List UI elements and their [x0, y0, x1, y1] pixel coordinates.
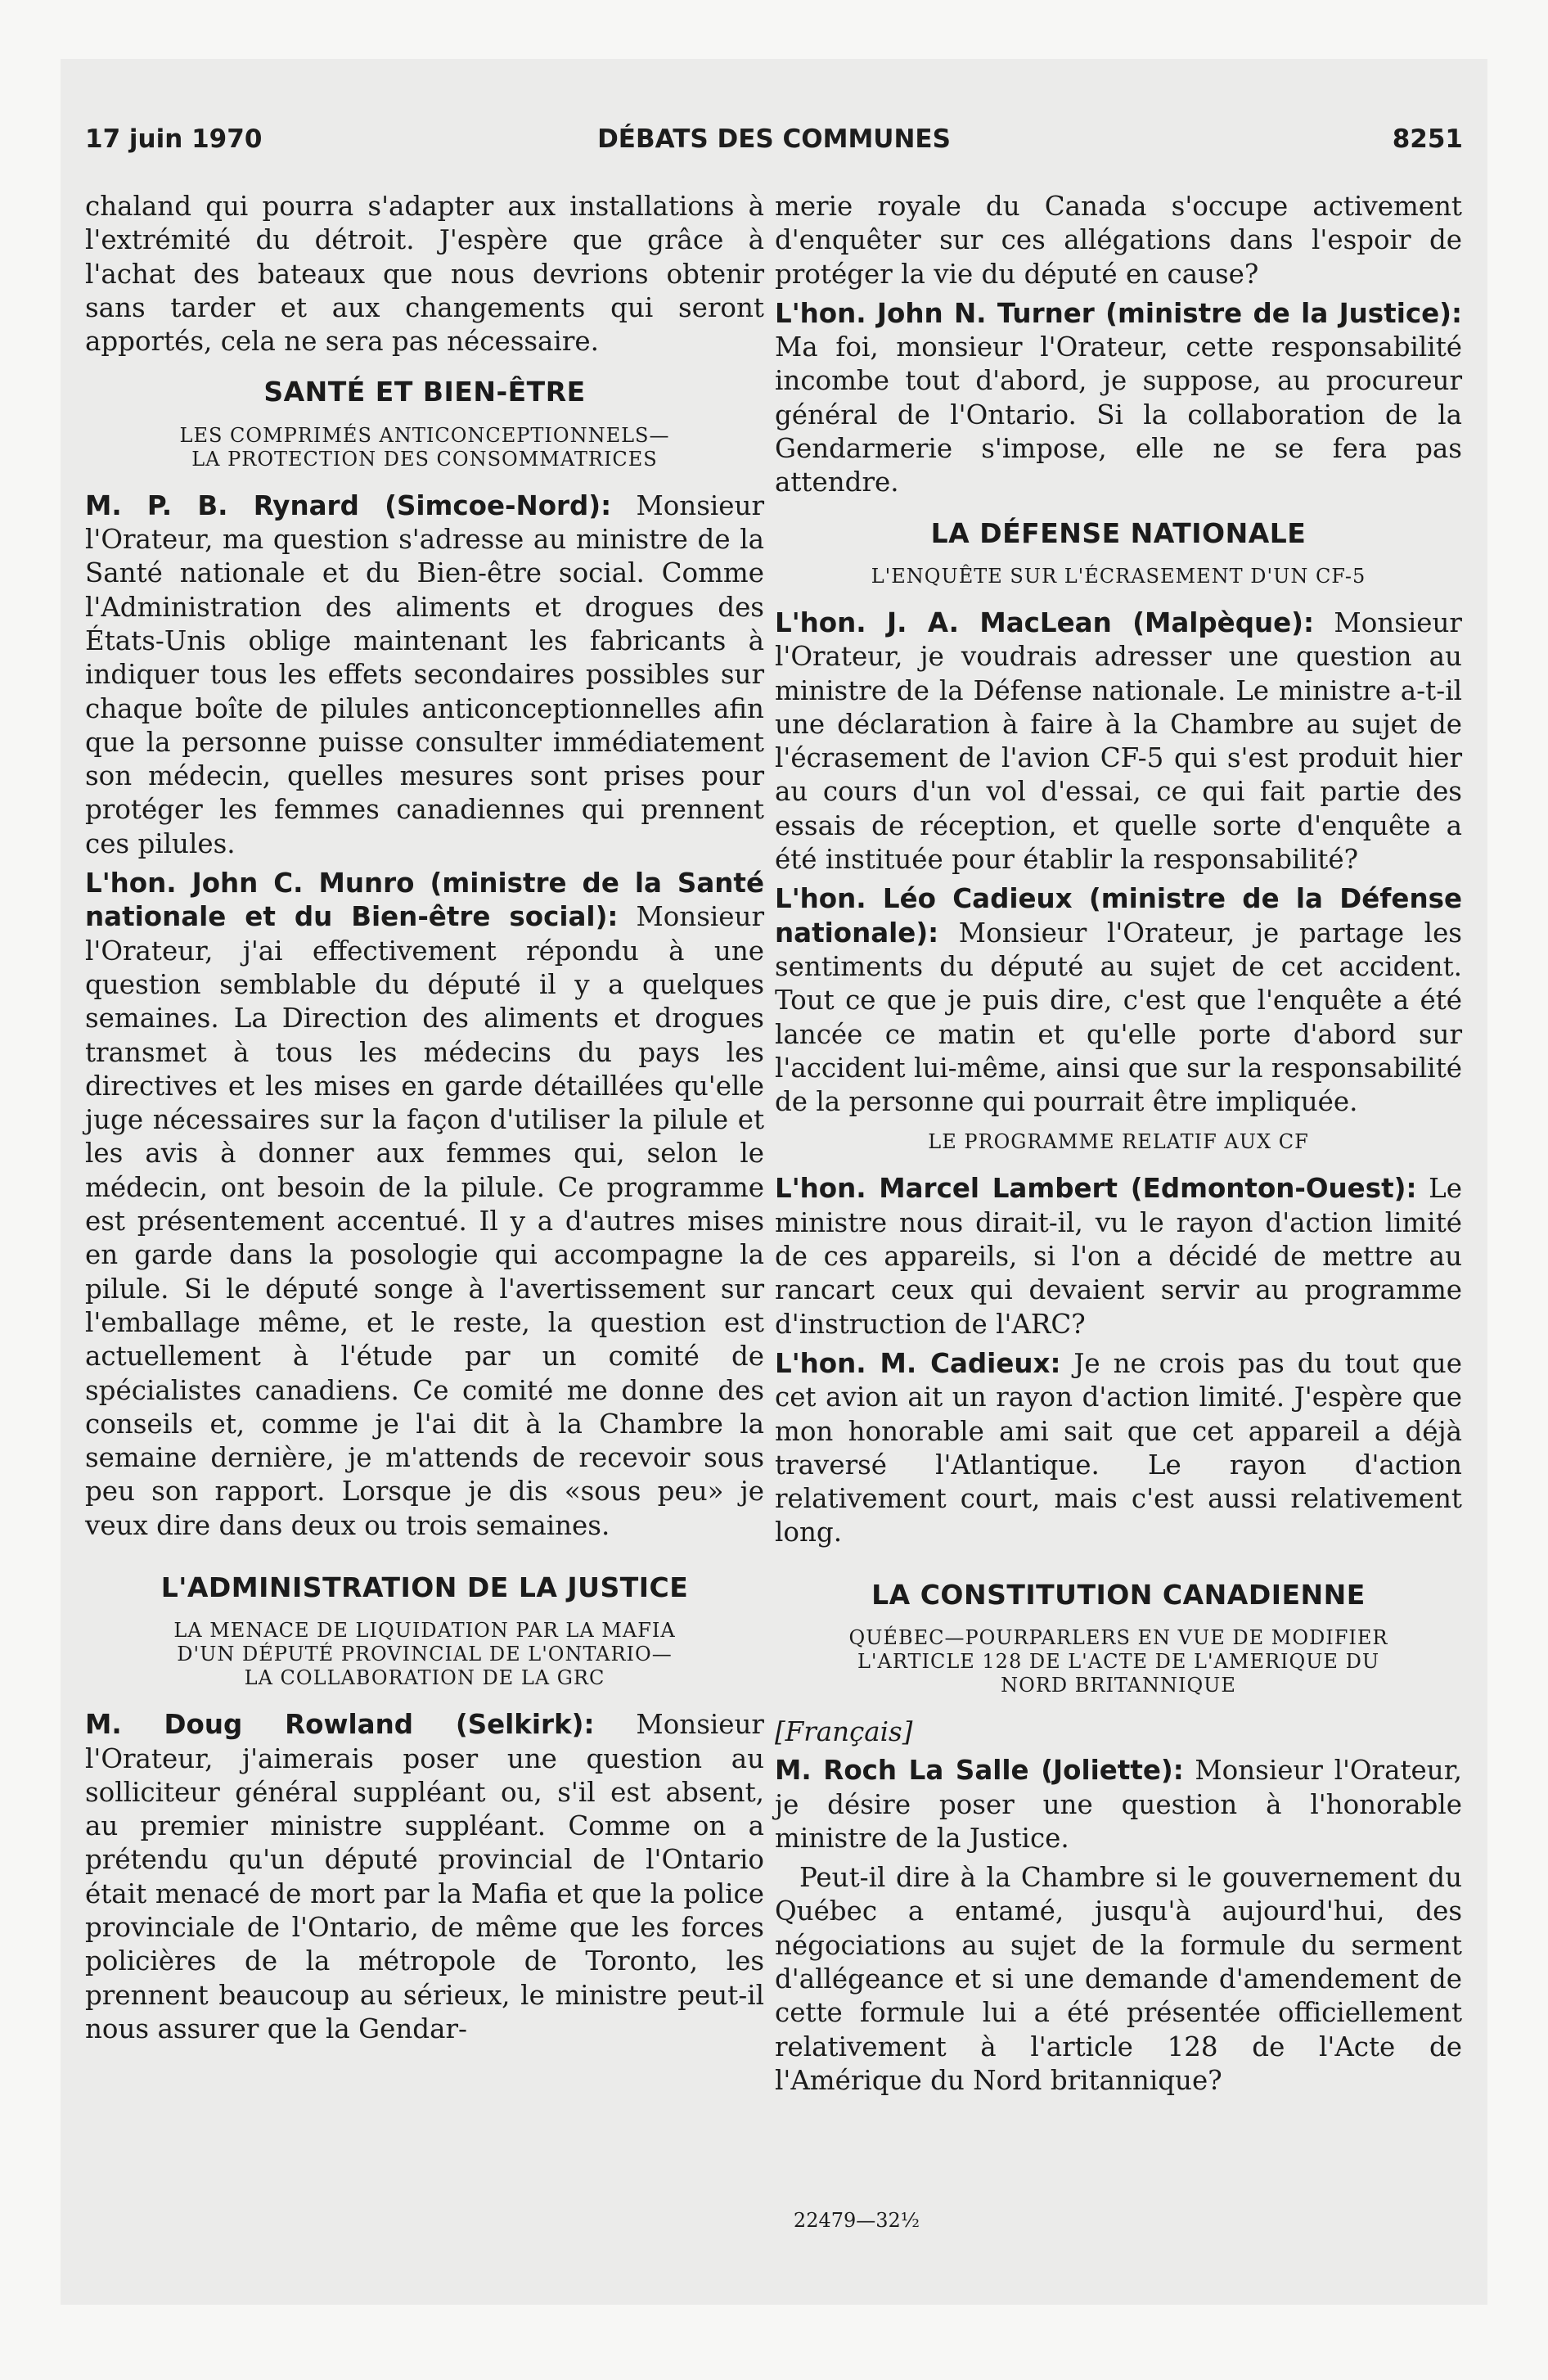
speech-text: Monsieur l'Orateur, ma question s'adresse au ministre de la Santé nationale et du Bien-être social. Comme l'Administration des aliments et drogues des États-Unis oblige maintenant les fabricants à indiquer tous les effets secondaires possibles sur chaque boîte de pilules anticonceptionnelles afin que la personne puisse consulter immédiatement son médecin, quelles mesures sont prises pour protéger les femmes canadiennes qui prennent ces pilules. — [85, 489, 764, 859]
subtitle-line: NORD BRITANNIQUE — [1001, 1673, 1236, 1697]
speech-text: Ma foi, monsieur l'Orateur, cette responsabilité incombe tout d'abord, je suppose, au procureur général de l'Ontario. Si la collaboration de la Gendarmerie s'impose, elle ne se fera pas attendre. — [775, 331, 1462, 498]
speaker-name: L'hon. J. A. MacLean (Malpèque): — [775, 606, 1314, 638]
section-subtitle — [775, 1626, 1462, 1697]
section-title-defense: LA DÉFENSE NATIONALE — [930, 516, 1307, 549]
section-title-justice: L'ADMINISTRATION DE LA JUSTICE — [160, 1571, 689, 1603]
section-title-sante: SANTÉ ET BIEN-ÊTRE — [263, 376, 586, 408]
subtitle-line: LES COMPRIMÉS ANTICONCEPTIONNELS— — [179, 423, 670, 447]
section-subtitle — [775, 1130, 1462, 1154]
speech-text: Je ne crois pas du tout que cet avion ait un rayon d'action limité. J'espère que mon honorable ami sait que cet appareil a déjà traversé l'Atlantique. Le rayon d'action relativement court, mais c'est aussi relativement long. — [775, 1347, 1462, 1548]
section-subtitle — [85, 1619, 764, 1690]
speech-lasalle — [775, 1754, 1462, 1855]
section-subtitle — [775, 565, 1462, 588]
speaker-name: M. P. B. Rynard (Simcoe-Nord): — [85, 489, 612, 521]
speaker-name: L'hon. John C. Munro (ministre de la Santé nationale et du Bien-être social): — [85, 868, 764, 933]
page-number: 8251 — [1392, 124, 1463, 154]
speech-text: Monsieur l'Orateur, je partage les sentiments du député au sujet de cet accident. Tout ce que je puis dire, c'est que l'enquête a été lancée ce matin et qu'elle porte d'abord sur l'accident lui-même, ainsi que sur la responsabilité de la personne qui pourrait être impliquée. — [775, 917, 1462, 1118]
subtitle-line: LA PROTECTION DES CONSOMMATRICES — [191, 447, 658, 471]
speech-text: Monsieur l'Orateur, j'ai effectivement répondu à une question semblable du député il y a quelques semaines. La Direction des aliments et drogues transmet à tous les médecins du pays les directives et les mises en garde détaillées qu'elle juge nécessaires sur la façon d'utiliser la pilule et les avis à donner aux femmes qui, selon le médecin, ont besoin de la pilule. Ce programme est présentement accentué. Il y a d'autres mises en garde dans la posologie qui accompagne la pilule. Si le député songe à l'avertissement sur l'emballage même, et le reste, la question est actuellement à l'étude par un comité de spécialistes canadiens. Ce comité me donne des conseils et, comme je l'ai dit à la Chambre la semaine dernière, je m'attends de recevoir sous peu son rapport. Lorsque je dis «sous peu» je veux dire dans deux ou trois semaines. — [85, 901, 764, 1541]
speech-text: Monsieur l'Orateur, je désire poser une question à l'honorable ministre de la Justice. — [775, 1755, 1462, 1854]
paragraph: merie royale du Canada s'occupe activement d'enquêter sur ces allégations dans l'espoir de protéger la vie du député en cause? — [775, 191, 1462, 290]
page — [61, 59, 1487, 2305]
right-column — [775, 190, 1462, 2103]
speech-turner — [775, 297, 1462, 500]
speech-text: Monsieur l'Orateur, je voudrais adresser une question au ministre de la Défense nationale. Le ministre a-t-il une déclaration à faire à la Chambre au sujet de l'écrasement de l'avion CF-5 qui s'est produit hier au cours d'un vol d'essai, ce qui fait partie des essais de réception, et quelle sorte d'enquête a été instituée pour établir la responsabilité? — [775, 606, 1462, 876]
footer-signature: 22479—32½ — [793, 2209, 920, 2232]
section-title-constitution: LA CONSTITUTION CANADIENNE — [871, 1578, 1366, 1611]
speech-lambert — [775, 1172, 1462, 1341]
speech-cadieux-2 — [775, 1347, 1462, 1550]
speech-rynard — [85, 489, 764, 861]
speech-cadieux — [775, 882, 1462, 1119]
left-column — [85, 190, 764, 2052]
subtitle-line: LE PROGRAMME RELATIF AUX CF — [928, 1130, 1309, 1154]
subtitle-line: L'ENQUÊTE SUR L'ÉCRASEMENT D'UN CF-5 — [871, 564, 1366, 588]
speaker-name: M. Doug Rowland (Selkirk): — [85, 1709, 595, 1741]
speaker-name: L'hon. Léo Cadieux (ministre de la Défense nationale): — [775, 883, 1462, 949]
speaker-name: L'hon. John N. Turner (ministre de la Justice): — [775, 297, 1462, 329]
paragraph: chaland qui pourra s'adapter aux installations à l'extrémité du détroit. J'espère que grâce à l'achat des bateaux que nous devrions obtenir sans tarder et aux changements qui seront apportés, cela ne sera pas nécessaire. — [85, 191, 764, 358]
header-title: DÉBATS DES COMMUNES — [597, 124, 951, 154]
speech-text: Le ministre nous dirait-il, vu le rayon d'action limité de ces appareils, si l'on a décidé de mettre au rancart ceux qui devaient servir au programme d'instruction de l'ARC? — [775, 1173, 1462, 1340]
language-note: [Français] — [775, 1715, 913, 1747]
subtitle-line: D'UN DÉPUTÉ PROVINCIAL DE L'ONTARIO— — [177, 1643, 673, 1666]
speech-text: Monsieur l'Orateur, j'aimerais poser une question au solliciteur général suppléant ou, s'il est absent, au premier ministre suppléant. Comme on a prétendu qu'un député provincial de l'Ontario était menacé de mort par la Mafia et que la police provinciale de l'Ontario, de même que les forces policières de la métropole de Toronto, les prennent beaucoup au sérieux, le ministre peut-il nous assurer que la Gendar- — [85, 1709, 764, 2044]
speech-munro — [85, 867, 764, 1543]
speaker-name: L'hon. Marcel Lambert (Edmonton-Ouest): — [775, 1173, 1417, 1205]
subtitle-line: L'ARTICLE 128 DE L'ACTE DE L'AMERIQUE DU — [857, 1649, 1380, 1673]
subtitle-line: QUÉBEC—POURPARLERS EN VUE DE MODIFIER — [848, 1625, 1388, 1649]
speaker-name: M. Roch La Salle (Joliette): — [775, 1755, 1184, 1787]
speech-maclean — [775, 606, 1462, 877]
paragraph: Peut-il dire à la Chambre si le gouvernement du Québec a entamé, jusqu'à aujourd'hui, des négociations au sujet de la formule du serment d'allégeance et si une demande d'amendement de cette formule lui a été présentée officiellement relativement à l'article 128 de l'Acte de l'Amérique du Nord britannique? — [775, 1862, 1462, 2096]
header-date: 17 juin 1970 — [85, 124, 263, 154]
subtitle-line: LA MENACE DE LIQUIDATION PAR LA MAFIA — [173, 1619, 676, 1643]
section-subtitle — [85, 424, 764, 471]
speaker-name: L'hon. M. Cadieux: — [775, 1347, 1061, 1379]
speech-rowland — [85, 1708, 764, 2046]
subtitle-line: LA COLLABORATION DE LA GRC — [244, 1666, 605, 1690]
